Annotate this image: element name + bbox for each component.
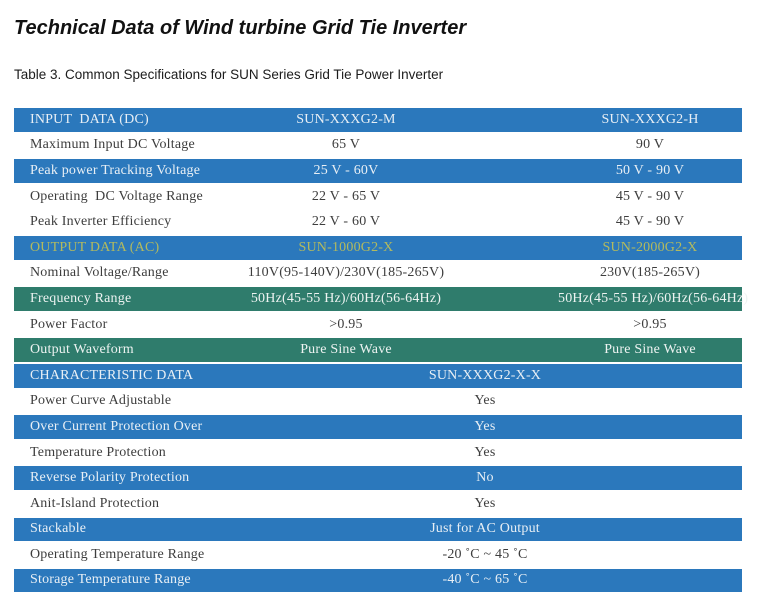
table-row <box>14 313 742 339</box>
table-row <box>14 210 742 236</box>
table-row <box>14 492 742 518</box>
row-value-merged: -20 ˚C ~ 45 ˚C <box>442 546 528 562</box>
row-value-merged: SUN-XXXG2-X-X <box>428 367 542 383</box>
table-row <box>14 108 742 134</box>
table-row <box>14 390 742 416</box>
row-label: Operating DC Voltage Range <box>30 188 203 204</box>
spec-table <box>14 108 749 594</box>
row-value-model-h: 230V(185-265V) <box>599 265 700 281</box>
row-label: Nominal Voltage/Range <box>30 265 169 281</box>
table-row <box>14 159 742 185</box>
table-caption: Table 3. Common Specifications for SUN Series Grid Tie Power Inverter <box>14 67 444 82</box>
row-value-model-m: 65 V <box>331 137 361 153</box>
row-value-model-m: SUN-1000G2-X <box>298 239 394 255</box>
row-value-merged: -40 ˚C ~ 65 ˚C <box>442 572 528 588</box>
row-label: CHARACTERISTIC DATA <box>30 367 194 383</box>
row-value-model-h: 45 V - 90 V <box>615 188 685 204</box>
row-label: Power Factor <box>30 316 108 332</box>
row-value-merged: Just for AC Output <box>430 521 540 537</box>
row-label: OUTPUT DATA (AC) <box>30 239 160 255</box>
row-value-merged: Yes <box>474 444 496 460</box>
row-label: Stackable <box>30 521 87 537</box>
row-label: INPUT DATA (DC) <box>30 111 149 127</box>
row-value-merged: Yes <box>474 495 496 511</box>
row-value-model-h: SUN-XXXG2-H <box>601 111 699 127</box>
row-label: Output Waveform <box>30 342 134 358</box>
row-value-model-h: SUN-2000G2-X <box>602 239 698 255</box>
row-value-model-m: 22 V - 60 V <box>311 214 381 230</box>
row-label: Maximum Input DC Voltage <box>30 137 195 153</box>
row-value-merged: Yes <box>474 393 496 409</box>
row-value-model-h: 50Hz(45-55 Hz)/60Hz(56-64Hz) <box>558 290 749 306</box>
row-value-model-h: Pure Sine Wave <box>604 342 696 358</box>
table-row <box>14 185 742 211</box>
row-value-merged: Yes <box>474 418 496 434</box>
row-label: Anit-Island Protection <box>30 495 160 511</box>
row-label: Peak Inverter Efficiency <box>30 214 172 230</box>
row-value-model-m: Pure Sine Wave <box>300 342 392 358</box>
row-value-model-h: >0.95 <box>633 316 667 332</box>
row-label: Frequency Range <box>30 290 132 306</box>
page-title: Technical Data of Wind turbine Grid Tie Inverter <box>14 17 467 39</box>
row-label: Peak power Tracking Voltage <box>30 162 201 178</box>
table-row <box>14 236 742 262</box>
row-value-model-h: 90 V <box>635 137 665 153</box>
row-value-model-m: >0.95 <box>329 316 363 332</box>
table-row <box>14 134 742 160</box>
row-label: Temperature Protection <box>30 444 166 460</box>
row-value-model-m: 22 V - 65 V <box>311 188 381 204</box>
table-row <box>14 518 742 544</box>
row-value-model-m: 110V(95-140V)/230V(185-265V) <box>247 265 445 281</box>
row-label: Power Curve Adjustable <box>30 393 172 409</box>
row-label: Reverse Polarity Protection <box>30 470 190 486</box>
table-row <box>14 415 742 441</box>
row-value-model-m: 50Hz(45-55 Hz)/60Hz(56-64Hz) <box>250 290 442 306</box>
row-value-model-m: 25 V - 60V <box>313 162 379 178</box>
row-value-model-h: 45 V - 90 V <box>615 214 685 230</box>
row-value-merged: No <box>476 470 494 486</box>
row-label: Storage Temperature Range <box>30 572 191 588</box>
table-row <box>14 338 742 364</box>
row-value-model-m: SUN-XXXG2-M <box>296 111 396 127</box>
table-row <box>14 466 742 492</box>
table-row <box>14 543 742 569</box>
row-label: Operating Temperature Range <box>30 546 205 562</box>
row-label: Over Current Protection Over <box>30 418 203 434</box>
table-row <box>14 262 742 288</box>
table-row <box>14 569 742 595</box>
table-row <box>14 287 749 313</box>
table-row <box>14 364 742 390</box>
row-value-model-h: 50 V - 90 V <box>615 162 685 178</box>
table-row <box>14 441 742 467</box>
